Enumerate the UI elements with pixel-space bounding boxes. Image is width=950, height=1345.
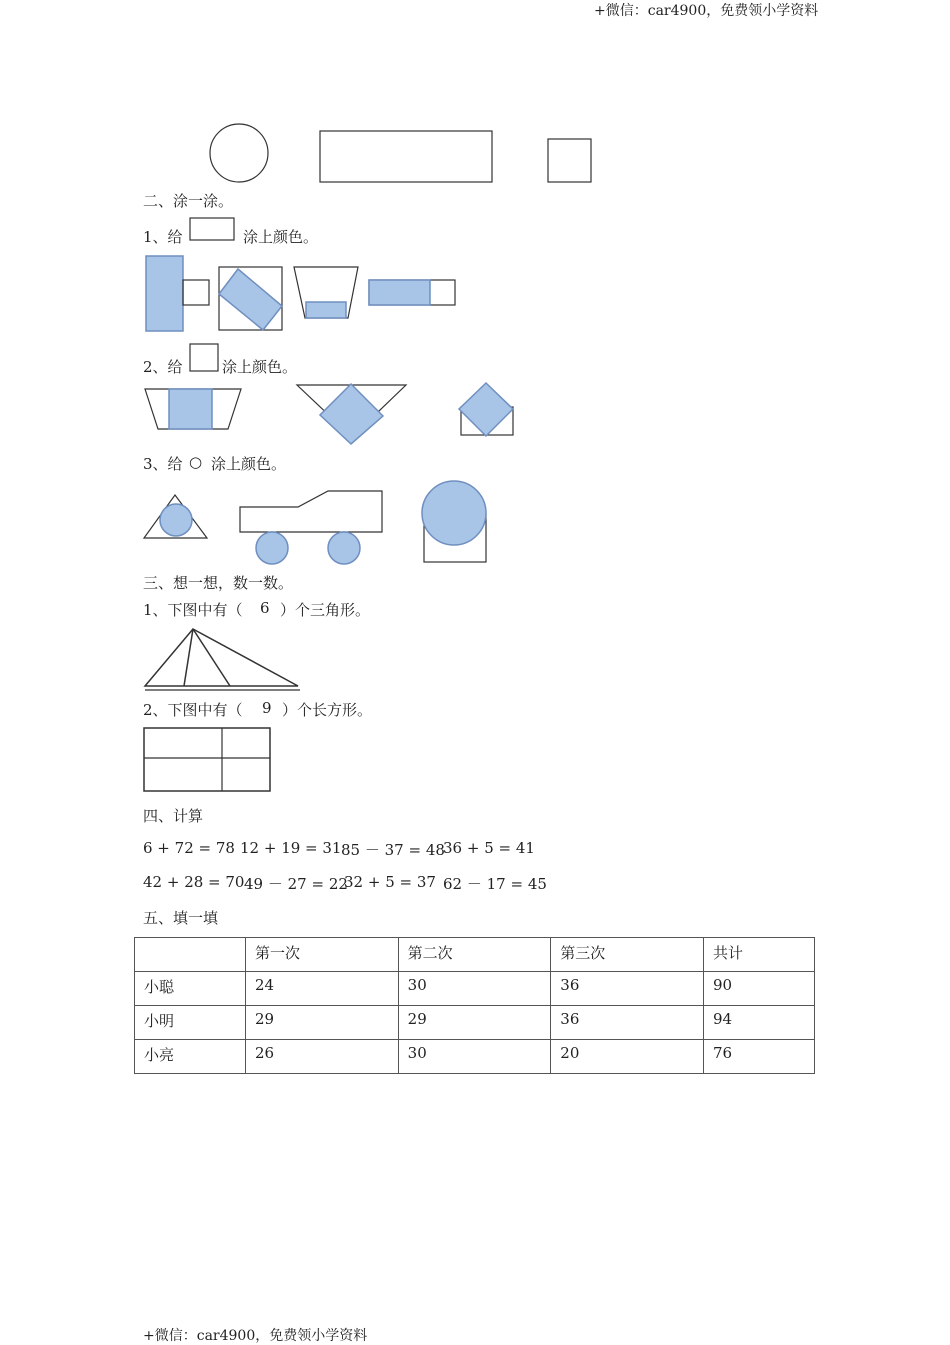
q3-suffix: 涂上颜色。	[211, 455, 287, 473]
table-cell: 30	[398, 972, 551, 1006]
rectangle-count-figure	[140, 725, 280, 795]
table-cell: 29	[246, 1006, 399, 1040]
table-cell: 36	[551, 972, 704, 1006]
section5-title: 五、填一填	[143, 909, 219, 927]
table-cell: 小聪	[135, 972, 246, 1006]
q3-figures	[140, 478, 500, 568]
table-header-cell	[135, 938, 246, 972]
triangle-count-figure	[140, 624, 310, 694]
s3-q1-text: 1、下图中有（	[143, 601, 243, 619]
calc-8: 62 － 17 = 45	[443, 875, 547, 893]
table-header-cell: 第三次	[551, 938, 704, 972]
q1-suffix: 涂上颜色。	[243, 228, 319, 246]
table-header-row	[135, 938, 815, 972]
table-header-cell: 共计	[703, 938, 814, 972]
header-note: +微信：car4900，免费领小学资料	[594, 3, 819, 19]
s3-q1-tail: ）个三角形。	[280, 601, 371, 619]
q3-circle-symbol: ○	[189, 453, 203, 471]
calc-6: 49 － 27 = 22	[244, 875, 348, 893]
table-header-cell: 第二次	[398, 938, 551, 972]
table-cell: 20	[551, 1040, 704, 1074]
table-cell: 94	[703, 1006, 814, 1040]
table-cell: 小亮	[135, 1040, 246, 1074]
table-cell: 76	[703, 1040, 814, 1074]
rectangle-shape	[320, 131, 492, 182]
q2-figures	[140, 380, 540, 450]
calc-5: 42 + 28 = 70	[143, 873, 245, 891]
table-cell: 29	[398, 1006, 551, 1040]
s3-q2-text: 2、下图中有（	[143, 701, 243, 719]
score-table	[134, 937, 815, 1074]
table-row	[135, 1040, 815, 1074]
q3-prefix: 3、给	[143, 455, 183, 473]
calc-2: 12 + 19 = 31	[240, 839, 342, 857]
q2-prefix: 2、给	[143, 358, 183, 376]
q2-suffix: 涂上颜色。	[222, 358, 298, 376]
s3-q2-tail: ）个长方形。	[282, 701, 373, 719]
table-cell: 26	[246, 1040, 399, 1074]
section2-title: 二、涂一涂。	[143, 192, 234, 210]
q1-figures	[140, 252, 470, 337]
circle-shape	[210, 124, 268, 182]
square-shape	[548, 139, 591, 182]
s3-q1-answer: 6	[260, 599, 270, 617]
top-shapes	[0, 0, 950, 200]
table-header-cell: 第一次	[246, 938, 399, 972]
section3-title: 三、想一想，数一数。	[143, 574, 294, 592]
table-row	[135, 972, 815, 1006]
table-cell: 小明	[135, 1006, 246, 1040]
table-row	[135, 1006, 815, 1040]
footer-note: +微信：car4900，免费领小学资料	[143, 1328, 368, 1344]
table-cell: 90	[703, 972, 814, 1006]
table-cell: 30	[398, 1040, 551, 1074]
s3-q2-answer: 9	[262, 699, 272, 717]
calc-1: 6 + 72 = 78	[143, 839, 235, 857]
calc-3: 85 － 37 = 48	[341, 841, 445, 859]
calc-4: 36 + 5 = 41	[443, 839, 535, 857]
table-cell: 36	[551, 1006, 704, 1040]
rectangle-icon	[188, 216, 248, 246]
calc-7: 32 + 5 = 37	[344, 873, 436, 891]
table-cell: 24	[246, 972, 399, 1006]
section4-title: 四、计算	[143, 807, 204, 825]
q1-prefix: 1、给	[143, 228, 183, 246]
